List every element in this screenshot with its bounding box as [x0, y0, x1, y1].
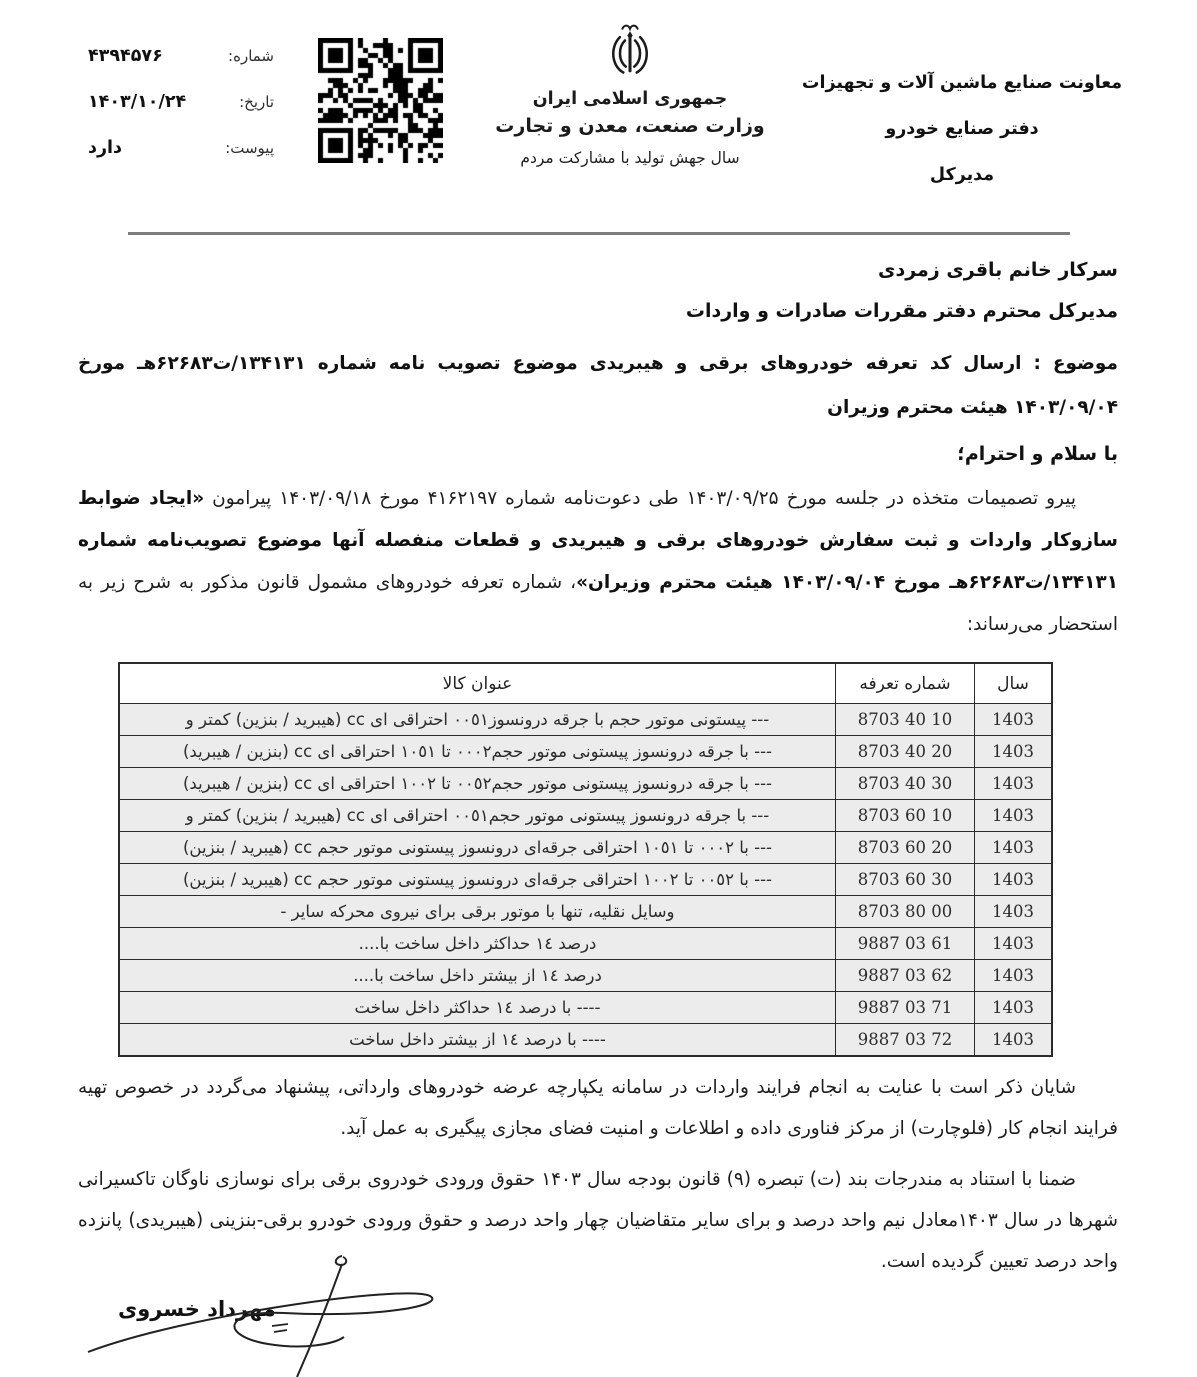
- code-cell: 8703 40 10: [836, 704, 975, 736]
- code-cell: 8703 40 20: [836, 736, 975, 768]
- body-p1-tail: ، شماره تعرفه خودروهای مشمول قانون مذکور به شرح زیر به استحضار می‌رساند:: [78, 572, 1118, 635]
- year-cell: 1403: [975, 960, 1053, 992]
- table-row: [119, 896, 1052, 928]
- subject-line: موضوع : ارسال کد تعرفه خودروهای برقی و هیبریدی موضوع تصویب نامه شماره ۱۳۴۱۳۱/ت۶۲۶۸۳هـ مورخ ۱۴۰۳/۰۹/۰۴ هیئت محترم وزیران: [78, 353, 1118, 418]
- closing-paragraph-1: شایان ذکر است با عنایت به انجام فرایند واردات در سامانه یکپارچه عرضه خودروهای وارداتی، پیشنهاد می‌گردد در خصوص تهیه فرایند انجام کار (فلوچارت) از مرکز فناوری داده و اطلاعات و امنیت فضای مجازی پیگیری به عمل آید.: [78, 1077, 1118, 1139]
- letter-number-row: [88, 46, 274, 66]
- year-cell: 1403: [975, 832, 1053, 864]
- letter-date-label: تاریخ:: [239, 93, 274, 111]
- year-cell: 1403: [975, 800, 1053, 832]
- title-cell: --- با جرقه درونسوز پیستونی موتور حجم٠٠٥٢ تا ١٠٠٢ احتراقی ای cc (بنزین / هیبرید): [119, 768, 836, 800]
- code-cell: 8703 60 30: [836, 864, 975, 896]
- letter-date-value: ۱۴۰۳/۱۰/۲۴: [88, 92, 187, 112]
- title-cell: --- با جرقه درونسوز پیستونی موتور حجم٠٠٥١ احتراقی ای cc (هیبرید / بنزین) کمتر و: [119, 800, 836, 832]
- code-cell: 8703 60 10: [836, 800, 975, 832]
- header-row: [119, 663, 1052, 704]
- letter-number-value: ۴۳۹۴۵۷۶: [88, 46, 163, 66]
- table-row: [119, 928, 1052, 960]
- title-header: عنوان کالا: [119, 663, 836, 704]
- salutation: با سلام و احترام؛: [957, 443, 1118, 465]
- handwritten-signature: [72, 1250, 508, 1377]
- table-row: [119, 704, 1052, 736]
- code-cell: 9887 03 72: [836, 1024, 975, 1057]
- year-cell: 1403: [975, 1024, 1053, 1057]
- table-row: [119, 768, 1052, 800]
- department-line-1: معاونت صنایع ماشین آلات و تجهیزات: [801, 73, 1123, 93]
- letterhead-center: [468, 22, 792, 167]
- title-cell: وسایل نقلیه، تنها با موتور برقی برای نیروی محرکه سایر -: [119, 896, 836, 928]
- letter-attachment-label: پیوست:: [225, 139, 274, 157]
- letter-attachment-value: دارد: [88, 138, 123, 158]
- tariff-table-body: [119, 704, 1052, 1057]
- header-divider: [128, 232, 1070, 235]
- title-cell: --- با جرقه درونسوز پیستونی موتور حجم٠٠٠٢ تا ١٠٥١ احتراقی ای cc (بنزین / هیبرید): [119, 736, 836, 768]
- title-cell: درصد ١٤ از بیشتر داخل ساخت با....: [119, 960, 836, 992]
- year-cell: 1403: [975, 864, 1053, 896]
- table-row: [119, 1024, 1052, 1057]
- table-row: [119, 960, 1052, 992]
- letter-attachment-row: [88, 138, 274, 158]
- title-cell: --- با ٠٠٥٢ تا ١٠٠٢ احتراقی جرقه‌ای درونسوز پیستونی موتور حجم cc (هیبرید / بنزین): [119, 864, 836, 896]
- code-cell: 9887 03 62: [836, 960, 975, 992]
- year-cell: 1403: [975, 704, 1053, 736]
- title-cell: ---- با درصد ١٤ از بیشتر داخل ساخت: [119, 1024, 836, 1057]
- code-cell: 8703 80 00: [836, 896, 975, 928]
- table-row: [119, 800, 1052, 832]
- title-cell: ---- با درصد ١٤ حداکثر داخل ساخت: [119, 992, 836, 1024]
- department-line-2: دفتر صنایع خودرو: [885, 119, 1039, 139]
- table-row: [119, 864, 1052, 896]
- table-row: [119, 832, 1052, 864]
- letter-meta: [88, 46, 274, 184]
- year-cell: 1403: [975, 992, 1053, 1024]
- body-paragraph-1: [78, 478, 1118, 646]
- table-row: [119, 736, 1052, 768]
- republic-title: جمهوری اسلامی ایران: [532, 89, 728, 109]
- signatory-name: مهرداد خسروی: [118, 1297, 276, 1321]
- year-header: سال: [975, 663, 1053, 704]
- department-line-3: مدیرکل: [929, 165, 995, 185]
- title-cell: درصد ١٤ حداکثر داخل ساخت با....: [119, 928, 836, 960]
- letter-date-row: [88, 92, 274, 112]
- iran-emblem-icon: [603, 22, 657, 86]
- qr-code-canvas: [318, 38, 443, 163]
- code-cell: 8703 60 20: [836, 832, 975, 864]
- year-cell: 1403: [975, 896, 1053, 928]
- year-cell: 1403: [975, 736, 1053, 768]
- code-cell: 9887 03 61: [836, 928, 975, 960]
- letter-number-label: شماره:: [228, 47, 274, 65]
- title-cell: --- پیستونی موتور حجم با جرقه درونسوز٠٠٥١ احتراقی ای cc (هیبرید / بنزین) کمتر و: [119, 704, 836, 736]
- code-header: شماره تعرفه: [836, 663, 975, 704]
- recipient-name: سرکار خانم باقری زمردی: [878, 259, 1118, 281]
- code-cell: 9887 03 71: [836, 992, 975, 1024]
- ministry-title: وزارت صنعت، معدن و تجارت: [495, 115, 765, 137]
- letter-content: [78, 250, 1118, 1282]
- code-cell: 8703 40 30: [836, 768, 975, 800]
- year-cell: 1403: [975, 928, 1053, 960]
- recipient-title: مدیرکل محترم دفتر مقررات صادرات و واردات: [685, 300, 1118, 322]
- department-block: [789, 60, 1135, 198]
- body-p1-regular: پیرو تصمیمات متخذه در جلسه مورخ ۱۴۰۳/۰۹/۲۵ طی دعوت‌نامه شماره ۴۱۶۲۱۹۷ مورخ ۱۴۰۳/۰۹/۱۸ پیرامون: [204, 488, 1076, 509]
- body-p1-bold: «ایجاد ضوابط سازوکار واردات و ثبت سفارش خودروهای برقی و هیبریدی و قطعات منفصله آنها موضوع تصویب‌نامه شماره ۱۳۴۱۳۱/ت۶۲۶۸۳هـ مورخ ۱۴۰۳/۰۹/۰۴ هیئت محترم وزیران»: [78, 488, 1118, 593]
- title-cell: --- با ٠٠٠٢ تا ١٠٥١ احتراقی جرقه‌ای درونسوز پیستونی موتور حجم cc (هیبرید / بنزین): [119, 832, 836, 864]
- qr-code: [318, 38, 443, 163]
- tariff-table: [118, 662, 1053, 1057]
- table-row: [119, 992, 1052, 1024]
- tariff-table-header: [119, 663, 1052, 704]
- year-cell: 1403: [975, 768, 1053, 800]
- year-slogan: سال جهش تولید با مشارکت مردم: [520, 149, 740, 167]
- closing-paragraph-2: ضمنا با استناد به مندرجات بند (ت) تبصره (۹) قانون بودجه سال ۱۴۰۳ حقوق ورودی خودروی برقی برای نوسازی ناوگان تاکسیرانی شهرها در سال ۱۴۰۳معادل نیم واحد درصد و برای سایر متقاضیان چهار واحد درصد و حقوق ورودی خودرو برقی-بنزینی (هیبریدی) پانزده واحد درصد تعیین گردیده است.: [78, 1169, 1118, 1272]
